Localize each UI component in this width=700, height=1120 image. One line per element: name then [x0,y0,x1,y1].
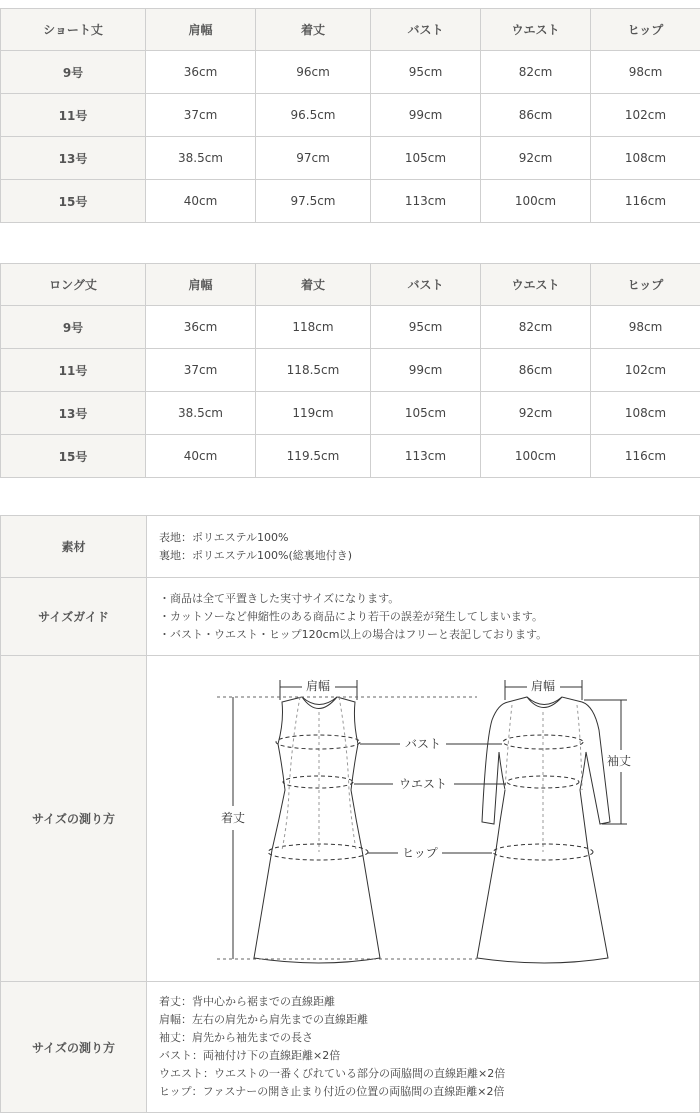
table-cell: 97.5cm [256,180,371,223]
table-header-row [1,9,700,51]
size-label: 11号 [1,94,146,137]
diagram-label: サイズの測り方 [1,656,147,982]
table-cell: 102cm [591,349,700,392]
table-cell: 102cm [591,94,700,137]
waist-label: ウエスト [398,777,448,791]
column-header: ウエスト [481,9,591,51]
table-cell: 92cm [481,137,591,180]
size-label: 15号 [1,180,146,223]
column-header: ショート丈 [1,9,146,51]
table-cell: 113cm [371,435,481,478]
measure-line: ヒップ：ファスナーの開き止まり付近の位置の両脇間の直線距離×2倍 [159,1085,505,1098]
shoulder-label: 肩幅 [305,679,331,693]
measure-label: サイズの測り方 [1,982,147,1113]
table-cell: 95cm [371,51,481,94]
sleeveless-dress-illustration [254,697,380,963]
table-cell: 108cm [591,137,700,180]
table-row [1,51,700,94]
sleeve-label: 袖丈 [606,754,632,768]
measure-line: 着丈：背中心から裾までの直線距離 [159,995,335,1008]
size-label: 13号 [1,392,146,435]
table-row [1,180,700,223]
table-row [1,349,700,392]
size-guide-line: ・カットソーなど伸縮性のある商品により若干の誤差が発生してしまいます。 [159,609,544,623]
column-header: 着丈 [256,264,371,306]
size-guide-line: ・バスト・ウエスト・ヒップ120cm以上の場合はフリーと表記しております。 [159,627,548,641]
table-cell: 100cm [481,435,591,478]
material-line: 裏地：ポリエステル100%(総裏地付き) [159,548,353,562]
table-cell: 37cm [146,94,256,137]
table-cell: 86cm [481,94,591,137]
table-cell: 116cm [591,180,700,223]
column-header: 着丈 [256,9,371,51]
size-label: 13号 [1,137,146,180]
measure-row [1,982,700,1113]
table-row [1,435,700,478]
table-cell: 100cm [481,180,591,223]
table-cell: 40cm [146,180,256,223]
table-cell: 92cm [481,392,591,435]
table-cell: 119cm [256,392,371,435]
material-label: 素材 [1,516,147,578]
short-size-table [0,8,700,223]
size-label: 15号 [1,435,146,478]
measure-line: バスト：両袖付け下の直線距離×2倍 [159,1049,341,1062]
table-cell: 96.5cm [256,94,371,137]
table-cell: 86cm [481,349,591,392]
size-label: 9号 [1,51,146,94]
table-cell: 97cm [256,137,371,180]
column-header: バスト [371,9,481,51]
table-cell: 82cm [481,51,591,94]
table-header-row [1,264,700,306]
table-cell: 38.5cm [146,137,256,180]
column-header: ロング丈 [1,264,146,306]
table-cell: 118cm [256,306,371,349]
material-row [1,516,700,578]
length-label: 着丈 [220,811,246,825]
measure-line: ウエスト：ウエストの一番くびれている部分の両脇間の直線距離×2倍 [159,1067,506,1080]
table-cell: 99cm [371,349,481,392]
table-cell: 105cm [371,137,481,180]
table-cell: 116cm [591,435,700,478]
column-header: バスト [371,264,481,306]
table-row [1,306,700,349]
column-header: 肩幅 [146,264,256,306]
table-cell: 82cm [481,306,591,349]
table-row [1,94,700,137]
table-cell: 38.5cm [146,392,256,435]
column-header: ヒップ [591,264,700,306]
table-cell: 118.5cm [256,349,371,392]
table-cell: 113cm [371,180,481,223]
column-header: 肩幅 [146,9,256,51]
diagram-cell [147,656,700,982]
table-cell: 99cm [371,94,481,137]
table-row [1,137,700,180]
size-guide-row [1,578,700,656]
measure-line: 袖丈：肩先から袖先までの長さ [159,1031,313,1044]
table-cell: 105cm [371,392,481,435]
bust-label: バスト [404,737,442,751]
long-size-table [0,263,700,478]
shoulder-label: 肩幅 [530,679,556,693]
table-cell: 98cm [591,306,700,349]
table-row [1,392,700,435]
material-line: 表地：ポリエステル100% [159,530,289,544]
product-info-table [0,515,700,1113]
size-label: 11号 [1,349,146,392]
size-guide-line: ・商品は全て平置きした実寸サイズになります。 [159,591,400,605]
table-cell: 36cm [146,306,256,349]
hip-label: ヒップ [402,846,438,860]
column-header: ウエスト [481,264,591,306]
size-guide-value [147,578,700,656]
measurement-diagram [147,656,700,981]
measure-value [147,982,700,1113]
table-cell: 96cm [256,51,371,94]
table-cell: 37cm [146,349,256,392]
table-cell: 40cm [146,435,256,478]
column-header: ヒップ [591,9,700,51]
diagram-row [1,656,700,982]
table-cell: 98cm [591,51,700,94]
table-cell: 108cm [591,392,700,435]
table-cell: 95cm [371,306,481,349]
sleeved-dress-illustration [477,697,610,963]
table-cell: 119.5cm [256,435,371,478]
table-cell: 36cm [146,51,256,94]
size-label: 9号 [1,306,146,349]
measure-line: 肩幅：左右の肩先から肩先までの直線距離 [159,1013,368,1026]
size-guide-label: サイズガイド [1,578,147,656]
material-value [147,516,700,578]
